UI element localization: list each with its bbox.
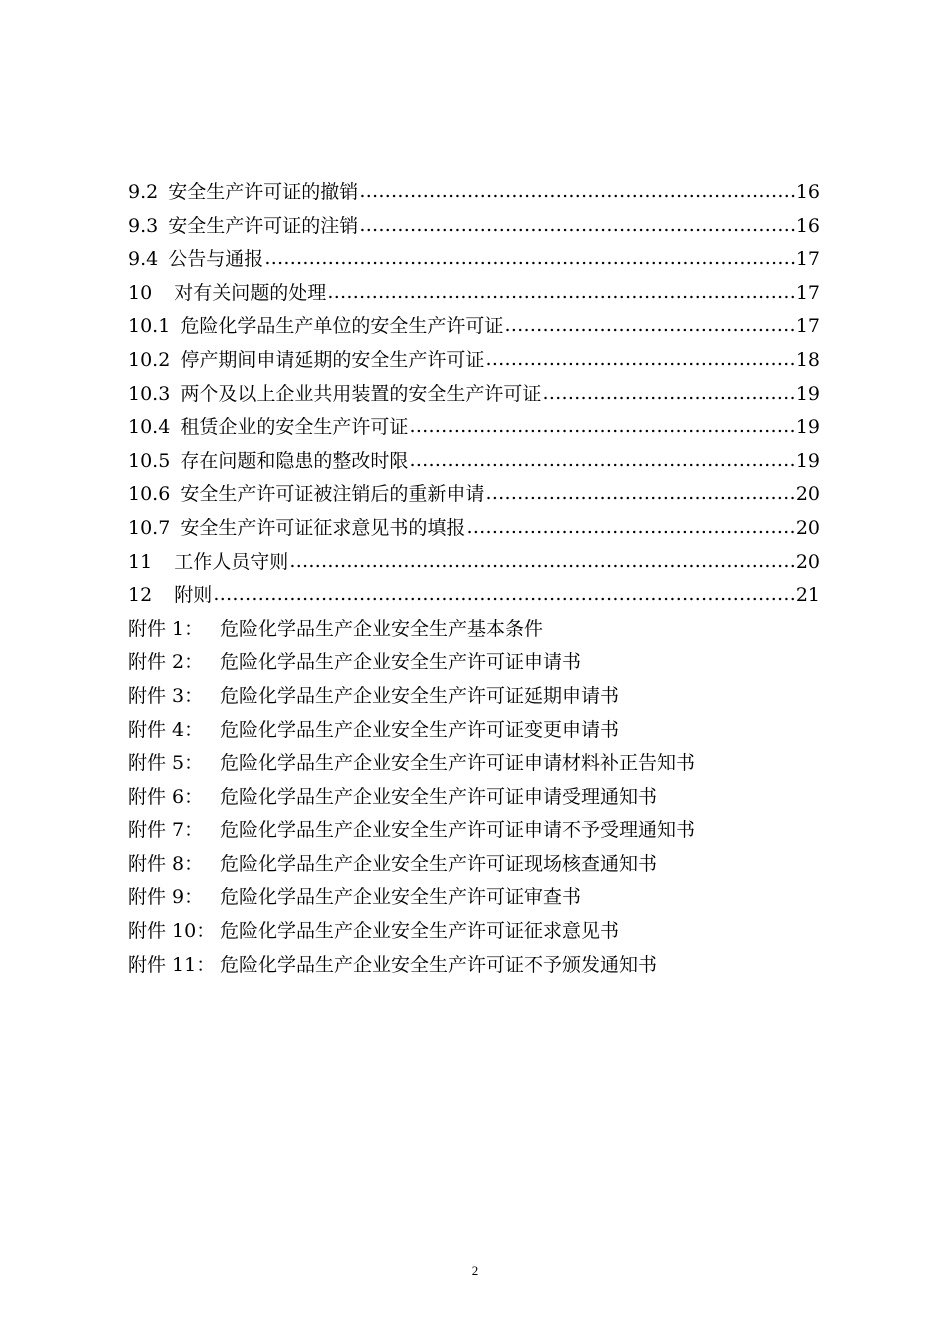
toc-entry-page: 17 bbox=[795, 248, 820, 271]
toc-entry-page: 16 bbox=[795, 214, 820, 237]
annex-label: 附件 8： bbox=[128, 852, 204, 875]
toc-leader-dots bbox=[264, 242, 795, 276]
annex-label: 附件 11： bbox=[128, 953, 216, 976]
annex-title: 危险化学品生产企业安全生产许可证不予颁发通知书 bbox=[220, 953, 658, 976]
toc-entry-page: 17 bbox=[795, 281, 820, 304]
table-of-contents bbox=[128, 176, 820, 982]
toc-entry[interactable] bbox=[128, 344, 820, 378]
annex-title: 危险化学品生产企业安全生产许可证审查书 bbox=[220, 886, 582, 909]
annex-entry[interactable] bbox=[128, 949, 820, 983]
annex-title: 危险化学品生产企业安全生产许可证变更申请书 bbox=[220, 718, 620, 741]
toc-leader-dots bbox=[289, 545, 795, 579]
annex-entry[interactable] bbox=[128, 814, 820, 848]
annex-entry[interactable] bbox=[128, 714, 820, 748]
toc-entry[interactable] bbox=[128, 512, 820, 546]
annex-label: 附件 4： bbox=[128, 718, 204, 741]
toc-entry-number: 10.7 bbox=[128, 516, 171, 539]
toc-entry-page: 20 bbox=[795, 516, 820, 539]
annex-title: 危险化学品生产企业安全生产许可证申请材料补正告知书 bbox=[220, 752, 696, 775]
toc-leader-dots bbox=[409, 444, 794, 478]
annex-entry[interactable] bbox=[128, 781, 820, 815]
toc-entry-title: 危险化学品生产单位的安全生产许可证 bbox=[180, 315, 504, 338]
annex-entry[interactable] bbox=[128, 747, 820, 781]
toc-entry-number: 9.3 bbox=[128, 214, 159, 237]
toc-entry[interactable] bbox=[128, 478, 820, 512]
annex-title: 危险化学品生产企业安全生产基本条件 bbox=[220, 617, 544, 640]
toc-leader-dots bbox=[327, 276, 795, 310]
toc-list bbox=[128, 176, 820, 613]
toc-entry-title: 安全生产许可证的注销 bbox=[168, 214, 359, 237]
toc-leader-dots bbox=[504, 309, 794, 343]
toc-entry-number: 10.6 bbox=[128, 483, 171, 506]
toc-leader-dots bbox=[213, 578, 795, 612]
annex-list bbox=[128, 613, 820, 983]
annex-label: 附件 6： bbox=[128, 785, 204, 808]
toc-entry-page: 17 bbox=[795, 315, 820, 338]
annex-title: 危险化学品生产企业安全生产许可证现场核查通知书 bbox=[220, 852, 658, 875]
toc-entry-number: 9.2 bbox=[128, 181, 159, 203]
toc-entry[interactable] bbox=[128, 546, 820, 580]
toc-entry[interactable] bbox=[128, 579, 820, 613]
toc-entry[interactable] bbox=[128, 411, 820, 445]
page-number: 2 bbox=[471, 1263, 479, 1278]
toc-entry-title: 两个及以上企业共用装置的安全生产许可证 bbox=[180, 382, 542, 405]
toc-entry-page: 19 bbox=[795, 449, 820, 472]
toc-entry[interactable] bbox=[128, 310, 820, 344]
toc-entry[interactable] bbox=[128, 176, 820, 210]
toc-entry-number: 12 bbox=[128, 584, 153, 607]
toc-entry-page: 21 bbox=[795, 584, 820, 607]
toc-entry-number: 10.1 bbox=[128, 315, 171, 338]
annex-entry[interactable] bbox=[128, 915, 820, 949]
toc-entry-number: 10.2 bbox=[128, 348, 171, 371]
annex-title: 危险化学品生产企业安全生产许可证申请书 bbox=[220, 651, 582, 674]
toc-entry-title: 安全生产许可证被注销后的重新申请 bbox=[180, 483, 485, 506]
toc-entry-number: 10 bbox=[128, 281, 153, 304]
toc-entry-page: 19 bbox=[795, 382, 820, 405]
toc-entry-title: 工作人员守则 bbox=[174, 550, 289, 573]
toc-entry[interactable] bbox=[128, 378, 820, 412]
annex-label: 附件 2： bbox=[128, 651, 204, 674]
annex-label: 附件 1： bbox=[128, 617, 204, 640]
toc-entry-title: 安全生产许可证征求意见书的填报 bbox=[180, 516, 466, 539]
annex-label: 附件 9： bbox=[128, 886, 204, 909]
annex-title: 危险化学品生产企业安全生产许可证申请不予受理通知书 bbox=[220, 819, 696, 842]
annex-entry[interactable] bbox=[128, 646, 820, 680]
toc-entry-title: 对有关问题的处理 bbox=[174, 281, 327, 304]
toc-entry-title: 存在问题和隐患的整改时限 bbox=[180, 449, 409, 472]
annex-title: 危险化学品生产企业安全生产许可证延期申请书 bbox=[220, 684, 620, 707]
toc-entry-title: 公告与通报 bbox=[168, 248, 264, 271]
annex-title: 危险化学品生产企业安全生产许可证申请受理通知书 bbox=[220, 785, 658, 808]
toc-leader-dots bbox=[485, 343, 794, 377]
annex-title: 危险化学品生产企业安全生产许可证征求意见书 bbox=[220, 920, 620, 943]
toc-entry[interactable] bbox=[128, 243, 820, 277]
annex-label: 附件 7： bbox=[128, 819, 204, 842]
toc-leader-dots bbox=[542, 377, 794, 411]
toc-entry-page: 16 bbox=[795, 181, 820, 203]
toc-entry-page: 19 bbox=[795, 416, 820, 439]
toc-entry-number: 10.5 bbox=[128, 449, 171, 472]
toc-entry-title: 安全生产许可证的撤销 bbox=[168, 181, 359, 203]
toc-leader-dots bbox=[359, 209, 795, 243]
toc-leader-dots bbox=[466, 511, 794, 545]
annex-label: 附件 3： bbox=[128, 684, 204, 707]
annex-entry[interactable] bbox=[128, 680, 820, 714]
toc-entry-page: 20 bbox=[795, 550, 820, 573]
toc-entry-number: 11 bbox=[128, 550, 153, 573]
toc-entry-number: 9.4 bbox=[128, 248, 159, 271]
annex-label: 附件 10： bbox=[128, 920, 216, 943]
annex-entry[interactable] bbox=[128, 848, 820, 882]
toc-entry[interactable] bbox=[128, 277, 820, 311]
annex-entry[interactable] bbox=[128, 613, 820, 647]
toc-entry[interactable] bbox=[128, 445, 820, 479]
toc-entry-number: 10.3 bbox=[128, 382, 171, 405]
toc-entry-title: 附则 bbox=[174, 584, 213, 607]
toc-entry-title: 租赁企业的安全生产许可证 bbox=[180, 416, 409, 439]
toc-entry-title: 停产期间申请延期的安全生产许可证 bbox=[180, 348, 485, 371]
toc-entry-page: 18 bbox=[795, 348, 820, 371]
toc-entry-page: 20 bbox=[795, 483, 820, 506]
annex-entry[interactable] bbox=[128, 881, 820, 915]
toc-leader-dots bbox=[485, 477, 794, 511]
toc-leader-dots bbox=[359, 175, 795, 209]
toc-entry[interactable] bbox=[128, 210, 820, 244]
toc-leader-dots bbox=[409, 410, 794, 444]
annex-label: 附件 5： bbox=[128, 752, 204, 775]
toc-entry-number: 10.4 bbox=[128, 416, 171, 439]
